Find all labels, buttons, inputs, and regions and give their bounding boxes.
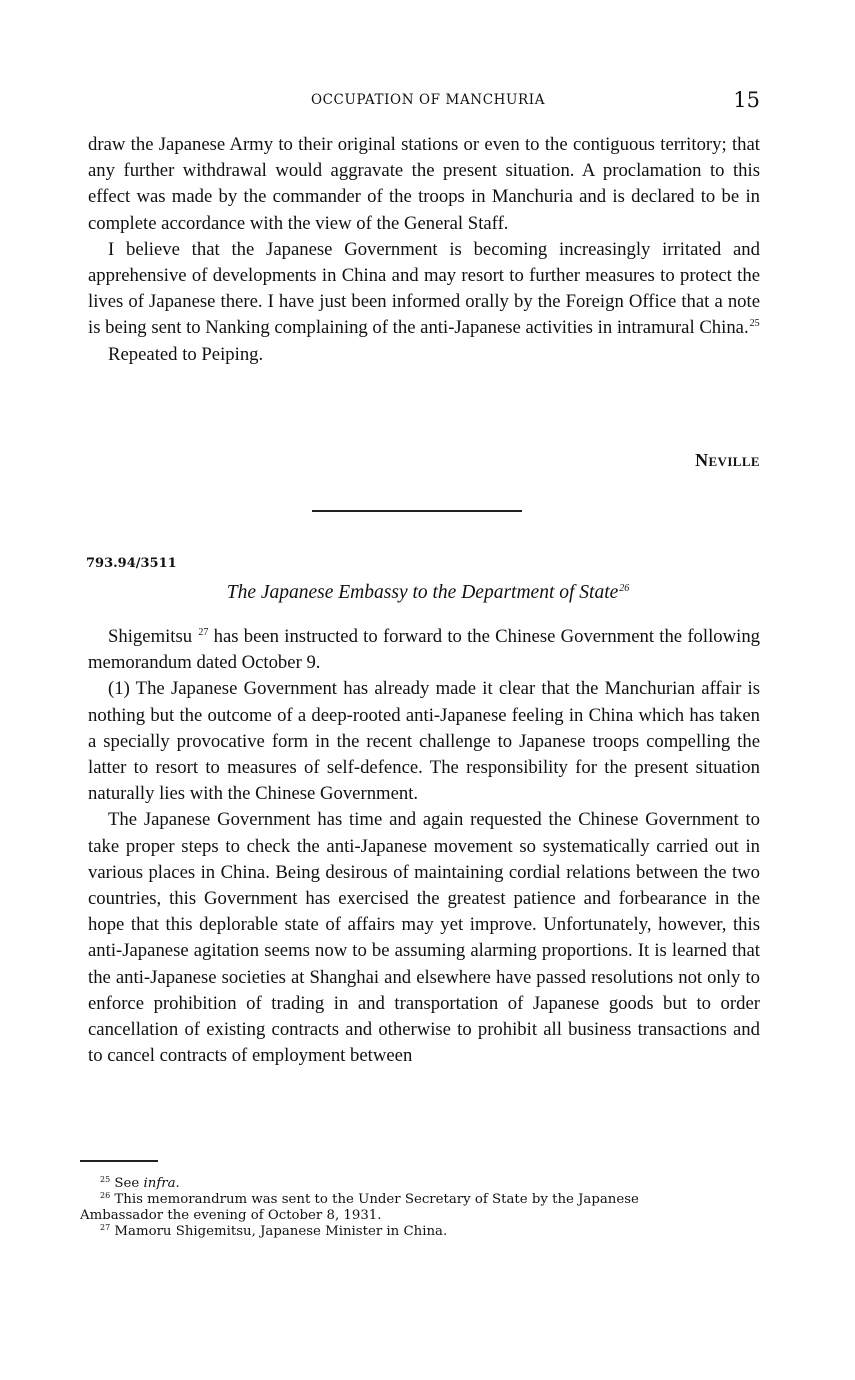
telegram-body (88, 132, 760, 368)
paragraph-text: I believe that the Japanese Government is becoming increasingly irritated and apprehensive of developments in China and may resort to further measures to protect the lives of Japanese there. I have just been informed orally by the Foreign Office that a note is being sent to Nanking complaining of the anti-Japanese activities in intramural China. (88, 238, 760, 339)
memorandum-body (88, 624, 760, 1069)
footnote (80, 1192, 760, 1208)
paragraph: Repeated to Peiping. (108, 343, 264, 365)
footnote-mark: 25 (100, 1175, 111, 1184)
document-title-text: The Japanese Embassy to the Department of State (226, 582, 619, 603)
footnote (80, 1176, 760, 1192)
footnote-continuation: Ambassador the evening of October 8, 1931. (80, 1208, 382, 1223)
section-divider (312, 510, 522, 512)
document-title (88, 582, 768, 604)
running-head (88, 90, 760, 114)
paragraph: The Japanese Government has time and again requested the Chinese Government to take proper steps to check the anti-Japanese movement so systematically carried out in various places in China. Being desirous of maintaining cordial relations between the two countries, this Government has exercised the greatest patience and forbearance in the hope that this deplorable state of affairs may yet improve. Unfortunately, however, this anti-Japanese agitation seems now to be assuming alarming proportions. It is learned that the anti-Japanese societies at Shanghai and elsewhere have passed resolutions not only to enforce prohibition of trading in and transportation of Japanese goods but to order cancellation of existing contracts and otherwise to prohibit all business transactions and to cancel contracts of employment between (88, 809, 760, 1067)
paragraph: (1) The Japanese Government has already made it clear that the Manchurian affair is nothing but the outcome of a deep-rooted anti-Japanese feeling in China which has taken a specially provocative form in the recent challenge to Japanese troops compelling the latter to resort to measures of self-defence. The responsibility for the present situation naturally lies with the Chinese Government. (88, 678, 760, 805)
footnote-mark: 26 (100, 1191, 111, 1200)
footnote-mark: 27 (100, 1223, 111, 1232)
footnote-marker: 27 (198, 627, 209, 638)
footnote-text: This memorandrum was sent to the Under Secretary of State by the Japanese (114, 1192, 639, 1207)
paragraph-text: has been instructed to forward to the Chinese Government the following memorandum dated October 9. (88, 626, 761, 674)
footnotes (80, 1176, 760, 1240)
footnote (80, 1224, 760, 1240)
page-number: 15 (733, 88, 760, 112)
signature: Neville (695, 450, 760, 470)
person-name: Shigemitsu (108, 626, 193, 647)
file-number: 793.94/3511 (86, 556, 177, 571)
paragraph (88, 237, 760, 342)
paragraph (88, 624, 760, 676)
footnote-italic: infra. (143, 1176, 180, 1191)
footnote-marker: 26 (619, 583, 630, 594)
footnote-marker: 25 (749, 318, 760, 330)
footnote-text: See (114, 1176, 144, 1191)
paragraph: draw the Japanese Army to their original stations or even to the contiguous territory; that any further withdrawal would aggravate the present situation. A proclamation to this effect was made by the commander of the troops in Manchuria and is declared to be in complete accordance with the view of the General Staff. (88, 134, 760, 234)
footnote-text: Mamoru Shigemitsu, Japanese Minister in China. (114, 1224, 448, 1239)
footnote-divider (80, 1160, 158, 1162)
running-title: OCCUPATION OF MANCHURIA (310, 92, 546, 108)
